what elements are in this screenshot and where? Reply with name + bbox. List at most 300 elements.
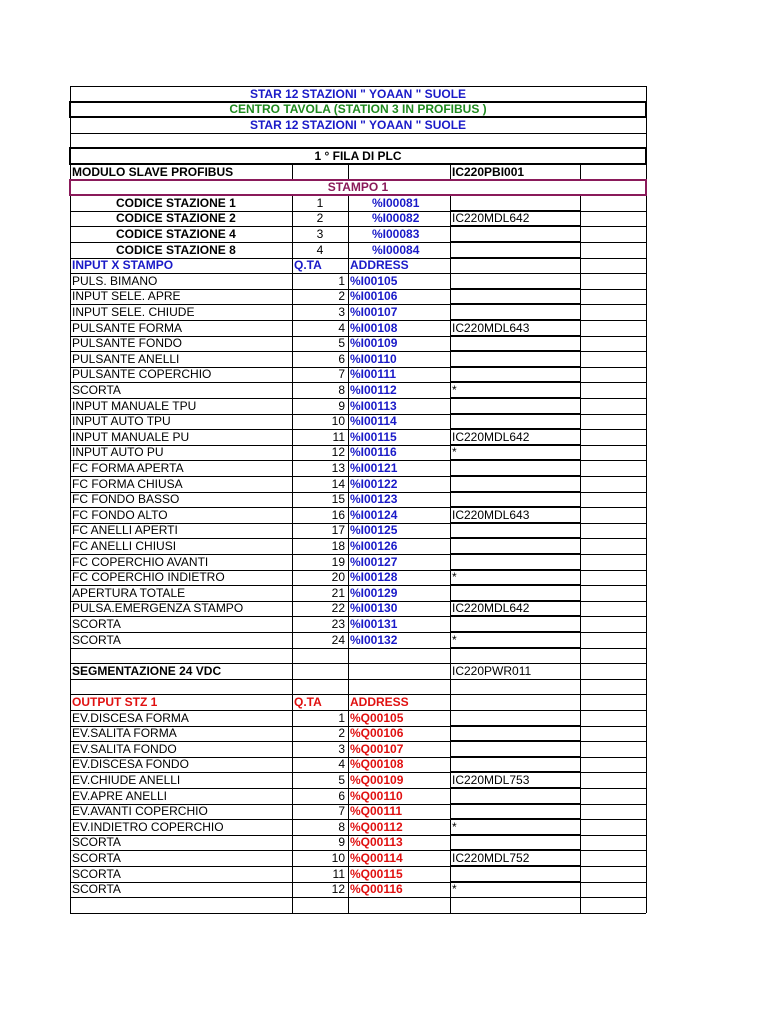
grid-line	[450, 492, 451, 508]
grid-line	[450, 429, 451, 445]
grid-line	[580, 694, 581, 710]
grid-line	[450, 382, 451, 398]
grid-line	[580, 601, 581, 617]
input-qta: 15	[331, 492, 345, 507]
input-qta: 2	[338, 289, 345, 304]
grid-line	[348, 679, 349, 695]
output-name: EV.APRE ANELLI	[72, 788, 167, 803]
input-name: FC COPERCHIO INDIETRO	[72, 570, 225, 585]
input-module	[452, 352, 580, 367]
grid-line	[646, 133, 647, 149]
grid-line	[646, 492, 647, 508]
input-module	[452, 274, 580, 289]
grid-line	[450, 523, 451, 539]
input-module	[452, 523, 580, 538]
grid-line	[348, 258, 349, 274]
grid-line	[450, 710, 451, 726]
grid-line	[450, 570, 451, 586]
grid-line	[70, 273, 71, 289]
input-name: FC FORMA APERTA	[72, 460, 184, 475]
grid-line	[646, 320, 647, 336]
grid-line	[580, 507, 581, 523]
input-name: PULSANTE FORMA	[72, 320, 183, 335]
grid-line	[580, 492, 581, 508]
codice-address: %I00083	[372, 226, 420, 241]
grid-line	[580, 211, 581, 227]
sheet-title: STAR 12 STAZIONI " YOAAN " SUOLE	[249, 86, 467, 101]
input-header-address: ADDRESS	[350, 258, 409, 273]
grid-line	[70, 336, 71, 352]
output-qta: 12	[331, 882, 345, 897]
output-address: %Q00112	[350, 819, 403, 834]
output-module: *	[452, 819, 457, 834]
input-qta: 1	[338, 273, 345, 288]
grid-line	[348, 398, 349, 414]
grid-line	[450, 632, 451, 648]
grid-line	[580, 460, 581, 476]
grid-line	[450, 694, 451, 710]
grid-line	[450, 258, 451, 274]
grid-line	[70, 632, 71, 648]
codice-qta: 4	[316, 242, 324, 257]
input-address: %I00109	[350, 336, 398, 351]
grid-line	[292, 258, 293, 274]
input-name: FC ANELLI CHIUSI	[72, 538, 177, 553]
grid-line	[348, 211, 349, 227]
grid-line	[348, 538, 349, 554]
input-name: INPUT MANUALE PU	[72, 429, 190, 444]
input-address: %I00132	[350, 632, 398, 647]
input-module: IC220MDL643	[452, 507, 530, 522]
grid-line	[580, 804, 581, 820]
grid-line	[646, 382, 647, 398]
output-qta: 1	[338, 710, 345, 725]
output-address: %Q00107	[350, 741, 404, 756]
grid-line	[348, 726, 349, 742]
output-qta: 8	[338, 819, 345, 834]
grid-line	[70, 554, 71, 570]
grid-line	[70, 757, 71, 773]
output-module	[452, 867, 580, 882]
grid-line	[348, 523, 349, 539]
grid-line	[70, 476, 71, 492]
grid-line	[450, 273, 451, 289]
grid-line	[450, 554, 451, 570]
output-address: %Q00106	[350, 726, 404, 741]
output-address: %Q00115	[350, 866, 403, 881]
input-name: SCORTA	[72, 616, 121, 631]
input-module	[452, 586, 580, 601]
input-address: %I00112	[350, 382, 397, 397]
grid-line	[348, 601, 349, 617]
input-name: INPUT AUTO PU	[72, 445, 164, 460]
grid-line	[580, 835, 581, 851]
input-qta: 20	[331, 570, 345, 585]
input-address: %I00127	[350, 554, 398, 569]
grid-line	[580, 523, 581, 539]
output-address: %Q00108	[350, 757, 404, 772]
grid-line	[580, 226, 581, 242]
input-address: %I00130	[350, 601, 398, 616]
grid-line	[646, 226, 647, 242]
grid-line	[646, 554, 647, 570]
grid-line	[70, 679, 71, 695]
output-name: EV.DISCESA FORMA	[72, 710, 189, 725]
codice-name: CODICE STAZIONE 1	[116, 195, 236, 210]
grid-line	[450, 663, 451, 679]
grid-line	[646, 398, 647, 414]
grid-line	[70, 507, 71, 523]
grid-line	[70, 429, 71, 445]
grid-line	[70, 616, 71, 632]
grid-line	[348, 694, 349, 710]
output-qta: 11	[332, 866, 345, 881]
grid-line	[450, 679, 451, 695]
input-name: SCORTA	[72, 382, 121, 397]
input-address: %I00126	[350, 538, 398, 553]
grid-line	[580, 336, 581, 352]
input-name: FC COPERCHIO AVANTI	[72, 554, 209, 569]
grid-line	[70, 585, 71, 601]
grid-line	[450, 460, 451, 476]
grid-line	[70, 242, 71, 258]
output-name: EV.AVANTI COPERCHIO	[72, 804, 208, 819]
grid-line	[70, 382, 71, 398]
grid-line	[348, 351, 349, 367]
grid-line	[70, 133, 71, 149]
grid-line	[348, 554, 349, 570]
grid-line	[450, 726, 451, 742]
grid-line	[646, 882, 647, 898]
grid-line	[580, 258, 581, 274]
grid-line	[348, 476, 349, 492]
grid-line	[450, 819, 451, 835]
output-name: EV.INDIETRO COPERCHIO	[72, 819, 224, 834]
output-qta: 3	[338, 741, 345, 756]
grid-line	[292, 679, 293, 695]
input-address: %I00114	[350, 414, 397, 429]
codice-address: %I00084	[372, 242, 420, 257]
grid-line	[646, 679, 647, 695]
input-qta: 8	[338, 382, 345, 397]
output-qta: 6	[338, 788, 345, 803]
grid-line	[348, 460, 349, 476]
input-qta: 16	[331, 507, 345, 522]
grid-line	[580, 554, 581, 570]
input-qta: 24	[331, 632, 345, 647]
grid-line	[450, 616, 451, 632]
codice-qta: 2	[316, 211, 324, 226]
output-address: %Q00113	[350, 835, 403, 850]
grid-line	[450, 897, 451, 913]
input-address: %I00111	[350, 367, 397, 382]
stampo-label: STAMPO 1	[327, 180, 389, 195]
grid-line	[70, 679, 646, 680]
grid-line	[348, 273, 349, 289]
grid-line	[580, 538, 581, 554]
input-header-qta: Q.TA	[294, 258, 322, 273]
grid-line	[70, 367, 71, 383]
grid-line	[348, 882, 349, 898]
input-module	[452, 477, 580, 492]
grid-line	[348, 632, 349, 648]
output-name: EV.SALITA FONDO	[72, 741, 177, 756]
grid-line	[450, 835, 451, 851]
grid-line	[450, 882, 451, 898]
grid-line	[580, 429, 581, 445]
input-module: *	[452, 632, 457, 647]
grid-line	[646, 741, 647, 757]
input-address: %I00121	[350, 460, 398, 475]
codice-module	[452, 196, 580, 211]
input-address: %I00115	[350, 429, 397, 444]
grid-line	[70, 164, 71, 180]
input-module: IC220MDL642	[452, 429, 530, 444]
grid-line	[70, 866, 71, 882]
input-address: %I00128	[350, 570, 398, 585]
input-qta: 19	[331, 554, 345, 569]
input-name: PULSANTE ANELLI	[72, 351, 180, 366]
input-module	[452, 289, 580, 304]
grid-line	[646, 117, 647, 133]
grid-line	[646, 835, 647, 851]
grid-line	[646, 336, 647, 352]
grid-line	[646, 242, 647, 258]
grid-line	[70, 648, 71, 664]
output-module: IC220MDL752	[452, 850, 530, 865]
output-address: %Q00116	[350, 882, 403, 897]
grid-line	[646, 367, 647, 383]
input-module	[452, 461, 580, 476]
grid-line	[450, 772, 451, 788]
input-address: %I00116	[350, 445, 397, 460]
grid-line	[580, 882, 581, 898]
input-module	[452, 555, 580, 570]
grid-line	[580, 304, 581, 320]
codice-address: %I00082	[372, 211, 420, 226]
input-module: *	[452, 382, 457, 397]
input-module	[452, 617, 580, 632]
grid-line	[646, 804, 647, 820]
input-qta: 10	[331, 414, 345, 429]
grid-line	[292, 663, 293, 679]
output-module	[452, 742, 580, 757]
input-module	[452, 336, 580, 351]
segmentazione-code: IC220PWR011	[452, 663, 532, 678]
grid-line	[450, 538, 451, 554]
input-name: INPUT SELE. APRE	[72, 289, 181, 304]
grid-line	[580, 757, 581, 773]
grid-line	[450, 804, 451, 820]
input-address: %I00131	[350, 616, 398, 631]
output-qta: 9	[338, 835, 345, 850]
grid-line	[646, 866, 647, 882]
grid-line	[70, 710, 71, 726]
grid-line	[646, 351, 647, 367]
grid-line	[580, 850, 581, 866]
grid-line	[348, 570, 349, 586]
output-header-address: ADDRESS	[350, 694, 409, 709]
grid-line	[646, 694, 647, 710]
modulo-label: MODULO SLAVE PROFIBUS	[72, 164, 234, 179]
input-qta: 22	[331, 601, 345, 616]
input-qta: 17	[331, 523, 345, 538]
grid-line	[450, 866, 451, 882]
grid-line	[646, 164, 647, 180]
grid-line	[70, 882, 71, 898]
input-name: INPUT MANUALE TPU	[72, 398, 197, 413]
grid-line	[450, 320, 451, 336]
input-qta: 23	[331, 616, 345, 631]
input-qta: 5	[338, 336, 345, 351]
input-qta: 11	[332, 429, 345, 444]
grid-line	[70, 663, 71, 679]
output-name: SCORTA	[72, 835, 121, 850]
output-header-qta: Q.TA	[294, 694, 322, 709]
grid-line	[646, 460, 647, 476]
grid-line	[450, 289, 451, 305]
grid-line	[580, 398, 581, 414]
grid-line	[70, 211, 71, 227]
grid-line	[70, 788, 71, 804]
input-header-label: INPUT X STAMPO	[72, 258, 174, 273]
output-qta: 5	[338, 772, 345, 787]
grid-line	[70, 492, 71, 508]
input-address: %I00123	[350, 492, 398, 507]
grid-line	[70, 538, 71, 554]
input-qta: 13	[331, 460, 345, 475]
grid-line	[580, 710, 581, 726]
grid-line	[646, 258, 647, 274]
codice-name: CODICE STAZIONE 8	[116, 242, 236, 257]
grid-line	[580, 866, 581, 882]
grid-line	[70, 414, 71, 430]
grid-line	[580, 897, 581, 913]
grid-line	[580, 273, 581, 289]
input-module	[452, 399, 580, 414]
grid-line	[646, 772, 647, 788]
grid-line	[70, 819, 71, 835]
grid-line	[646, 850, 647, 866]
input-module	[452, 305, 580, 320]
grid-line	[348, 195, 349, 211]
sheet-title-repeat: STAR 12 STAZIONI " YOAAN " SUOLE	[249, 117, 467, 132]
grid-line	[580, 382, 581, 398]
grid-line	[348, 772, 349, 788]
input-name: PULSA.EMERGENZA STAMPO	[72, 601, 244, 616]
grid-line	[348, 835, 349, 851]
grid-line	[646, 507, 647, 523]
input-qta: 3	[338, 304, 345, 319]
input-name: INPUT SELE. CHIUDE	[72, 304, 195, 319]
codice-name: CODICE STAZIONE 2	[116, 211, 236, 226]
grid-line	[450, 304, 451, 320]
grid-line	[348, 648, 349, 664]
grid-line	[646, 648, 647, 664]
grid-line	[646, 616, 647, 632]
grid-line	[70, 835, 71, 851]
grid-line	[348, 414, 349, 430]
sheet-subtitle: CENTRO TAVOLA (STATION 3 IN PROFIBUS )	[229, 102, 487, 117]
grid-line	[292, 897, 293, 913]
grid-line	[646, 86, 647, 102]
grid-line	[646, 788, 647, 804]
grid-line	[70, 850, 71, 866]
output-address: %Q00110	[350, 788, 403, 803]
grid-line	[450, 850, 451, 866]
output-module	[452, 804, 580, 819]
input-address: %I00106	[350, 289, 398, 304]
input-module	[452, 367, 580, 382]
grid-line	[580, 632, 581, 648]
grid-line	[450, 757, 451, 773]
grid-line	[70, 351, 71, 367]
grid-line	[580, 788, 581, 804]
segmentazione-label: SEGMENTAZIONE 24 VDC	[72, 663, 222, 678]
grid-line	[646, 663, 647, 679]
grid-line	[646, 601, 647, 617]
grid-line	[450, 601, 451, 617]
output-qta: 4	[338, 757, 345, 772]
output-name: SCORTA	[72, 882, 121, 897]
input-name: FC FONDO ALTO	[72, 507, 168, 522]
grid-line	[348, 710, 349, 726]
grid-line	[348, 663, 349, 679]
input-name: FC ANELLI APERTI	[72, 523, 178, 538]
output-name: EV.SALITA FORMA	[72, 726, 177, 741]
grid-line	[580, 289, 581, 305]
grid-line	[646, 273, 647, 289]
grid-line	[580, 351, 581, 367]
grid-line	[70, 601, 71, 617]
grid-line	[580, 679, 581, 695]
input-name: SCORTA	[72, 632, 121, 647]
output-module: IC220MDL753	[452, 772, 530, 787]
output-address: %Q00111	[350, 804, 403, 819]
grid-line	[348, 788, 349, 804]
grid-line	[348, 367, 349, 383]
grid-line	[646, 757, 647, 773]
grid-line	[646, 585, 647, 601]
input-name: APERTURA TOTALE	[72, 585, 186, 600]
input-name: FC FORMA CHIUSA	[72, 476, 183, 491]
grid-line	[580, 585, 581, 601]
grid-line	[348, 850, 349, 866]
grid-line	[348, 164, 349, 180]
output-module	[452, 757, 580, 772]
grid-line	[348, 320, 349, 336]
grid-line	[70, 772, 71, 788]
grid-line	[580, 414, 581, 430]
input-address: %I00122	[350, 476, 398, 491]
grid-line	[348, 507, 349, 523]
grid-line	[70, 320, 71, 336]
codice-module: IC220MDL642	[452, 211, 530, 226]
grid-line	[450, 398, 451, 414]
grid-line	[450, 476, 451, 492]
grid-line	[646, 211, 647, 227]
input-address: %I00110	[350, 351, 397, 366]
input-qta: 7	[338, 367, 345, 382]
output-qta: 7	[338, 804, 345, 819]
grid-line	[646, 304, 647, 320]
codice-module	[452, 227, 580, 242]
grid-line	[348, 866, 349, 882]
grid-line	[70, 226, 71, 242]
output-module	[452, 835, 580, 850]
grid-line	[70, 445, 71, 461]
grid-line	[450, 507, 451, 523]
